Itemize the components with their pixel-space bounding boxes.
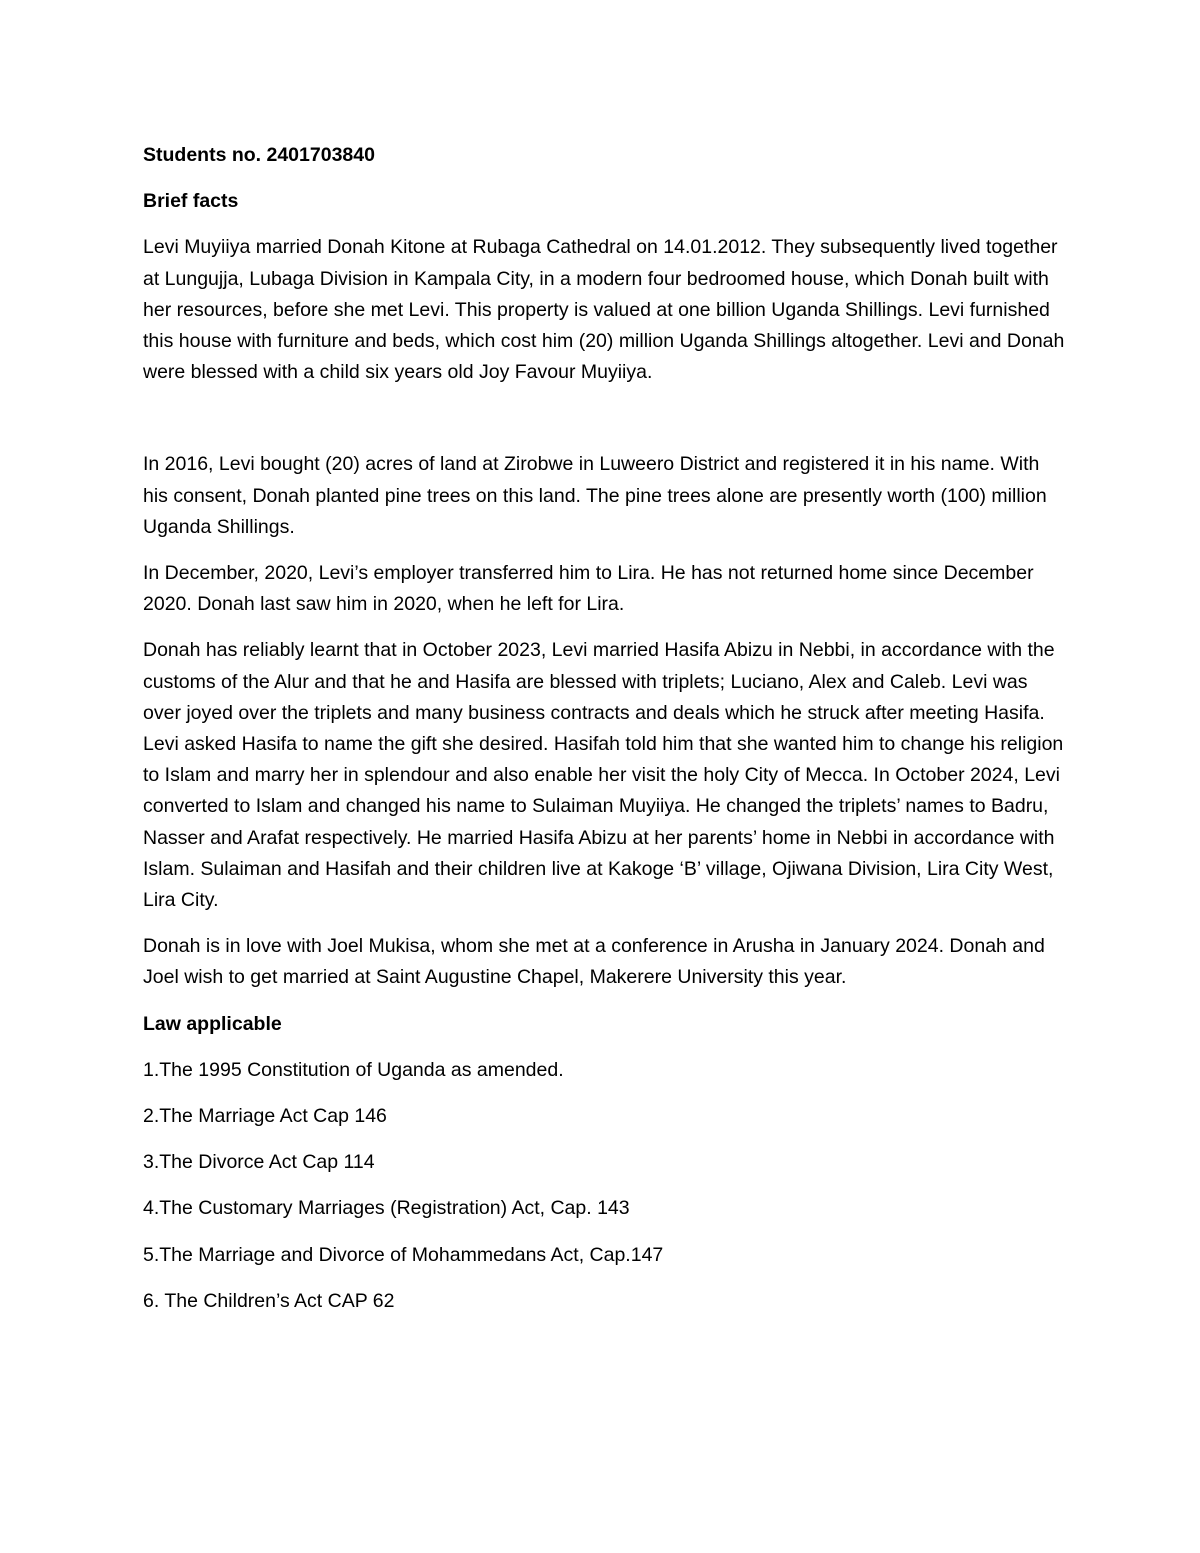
blank-line bbox=[143, 403, 1068, 449]
brief-facts-heading: Brief facts bbox=[143, 190, 239, 213]
law-applicable-heading: Law applicable bbox=[143, 1012, 282, 1035]
facts-paragraph-5: Donah is in love with Joel Mukisa, whom she met at a conference in Arusha in January 2024. Donah and Joel wish to get married at Saint Augustine Chapel, Makerere University this year. bbox=[143, 935, 1045, 989]
facts-paragraph-4: Donah has reliably learnt that in October 2023, Levi married Hasifa Abizu in Nebbi, in accordance with the customs of the Alur and that he and Hasifa are blessed with triplets; Luciano, Alex and Caleb. Levi was over joyed over the triplets and many business contracts and deals which he struck after meeting Hasifa. Levi asked Hasifa to name the gift she desired. Hasifah told him that she wanted him to change his religion to Islam and marry her in splendour and also enable her visit the holy City of Mecca. In October 2024, Levi converted to Islam and changed his name to Sulaiman Muyiiya. He changed the triplets’ names to Badru, Nasser and Arafat respectively. He married Hasifa Abizu at her parents’ home in Nebbi in accordance with Islam. Sulaiman and Hasifah and their children live at Kakoge ‘B’ village, Ojiwana Division, Lira City West, Lira City. bbox=[143, 639, 1064, 912]
facts-paragraph-2: In 2016, Levi bought (20) acres of land at Zirobwe in Luweero District and registered it in his name. With his consent, Donah planted pine trees on this land. The pine trees alone are presently worth (100) million Uganda Shillings. bbox=[143, 453, 1047, 538]
facts-paragraph-1: Levi Muyiiya married Donah Kitone at Rubaga Cathedral on 14.01.2012. They subsequently lived together at Lungujja, Lubaga Division in Kampala City, in a modern four bedroomed house, which Donah built with her resources, before she met Levi. This property is valued at one billion Uganda Shillings. Levi furnished this house with furniture and beds, which cost him (20) million Uganda Shillings altogether. Levi and Donah were blessed with a child six years old Joy Favour Muyiiya. bbox=[143, 236, 1065, 384]
law-item-5: 5.The Marriage and Divorce of Mohammedans Act, Cap.147 bbox=[143, 1243, 664, 1266]
law-item-4: 4.The Customary Marriages (Registration) Act, Cap. 143 bbox=[143, 1197, 630, 1220]
student-number-heading: Students no. 2401703840 bbox=[143, 144, 375, 166]
law-item-3: 3.The Divorce Act Cap 114 bbox=[143, 1151, 375, 1174]
law-list bbox=[143, 1055, 1068, 1317]
document-body bbox=[143, 140, 1068, 1332]
law-item-1: 1.The 1995 Constitution of Uganda as amended. bbox=[143, 1058, 564, 1081]
facts-paragraph-3: In December, 2020, Levi’s employer transferred him to Lira. He has not returned home since December 2020. Donah last saw him in 2020, when he left for Lira. bbox=[143, 562, 1034, 616]
law-item-2: 2.The Marriage Act Cap 146 bbox=[143, 1105, 387, 1128]
law-item-6: 6. The Children’s Act CAP 62 bbox=[143, 1289, 395, 1312]
